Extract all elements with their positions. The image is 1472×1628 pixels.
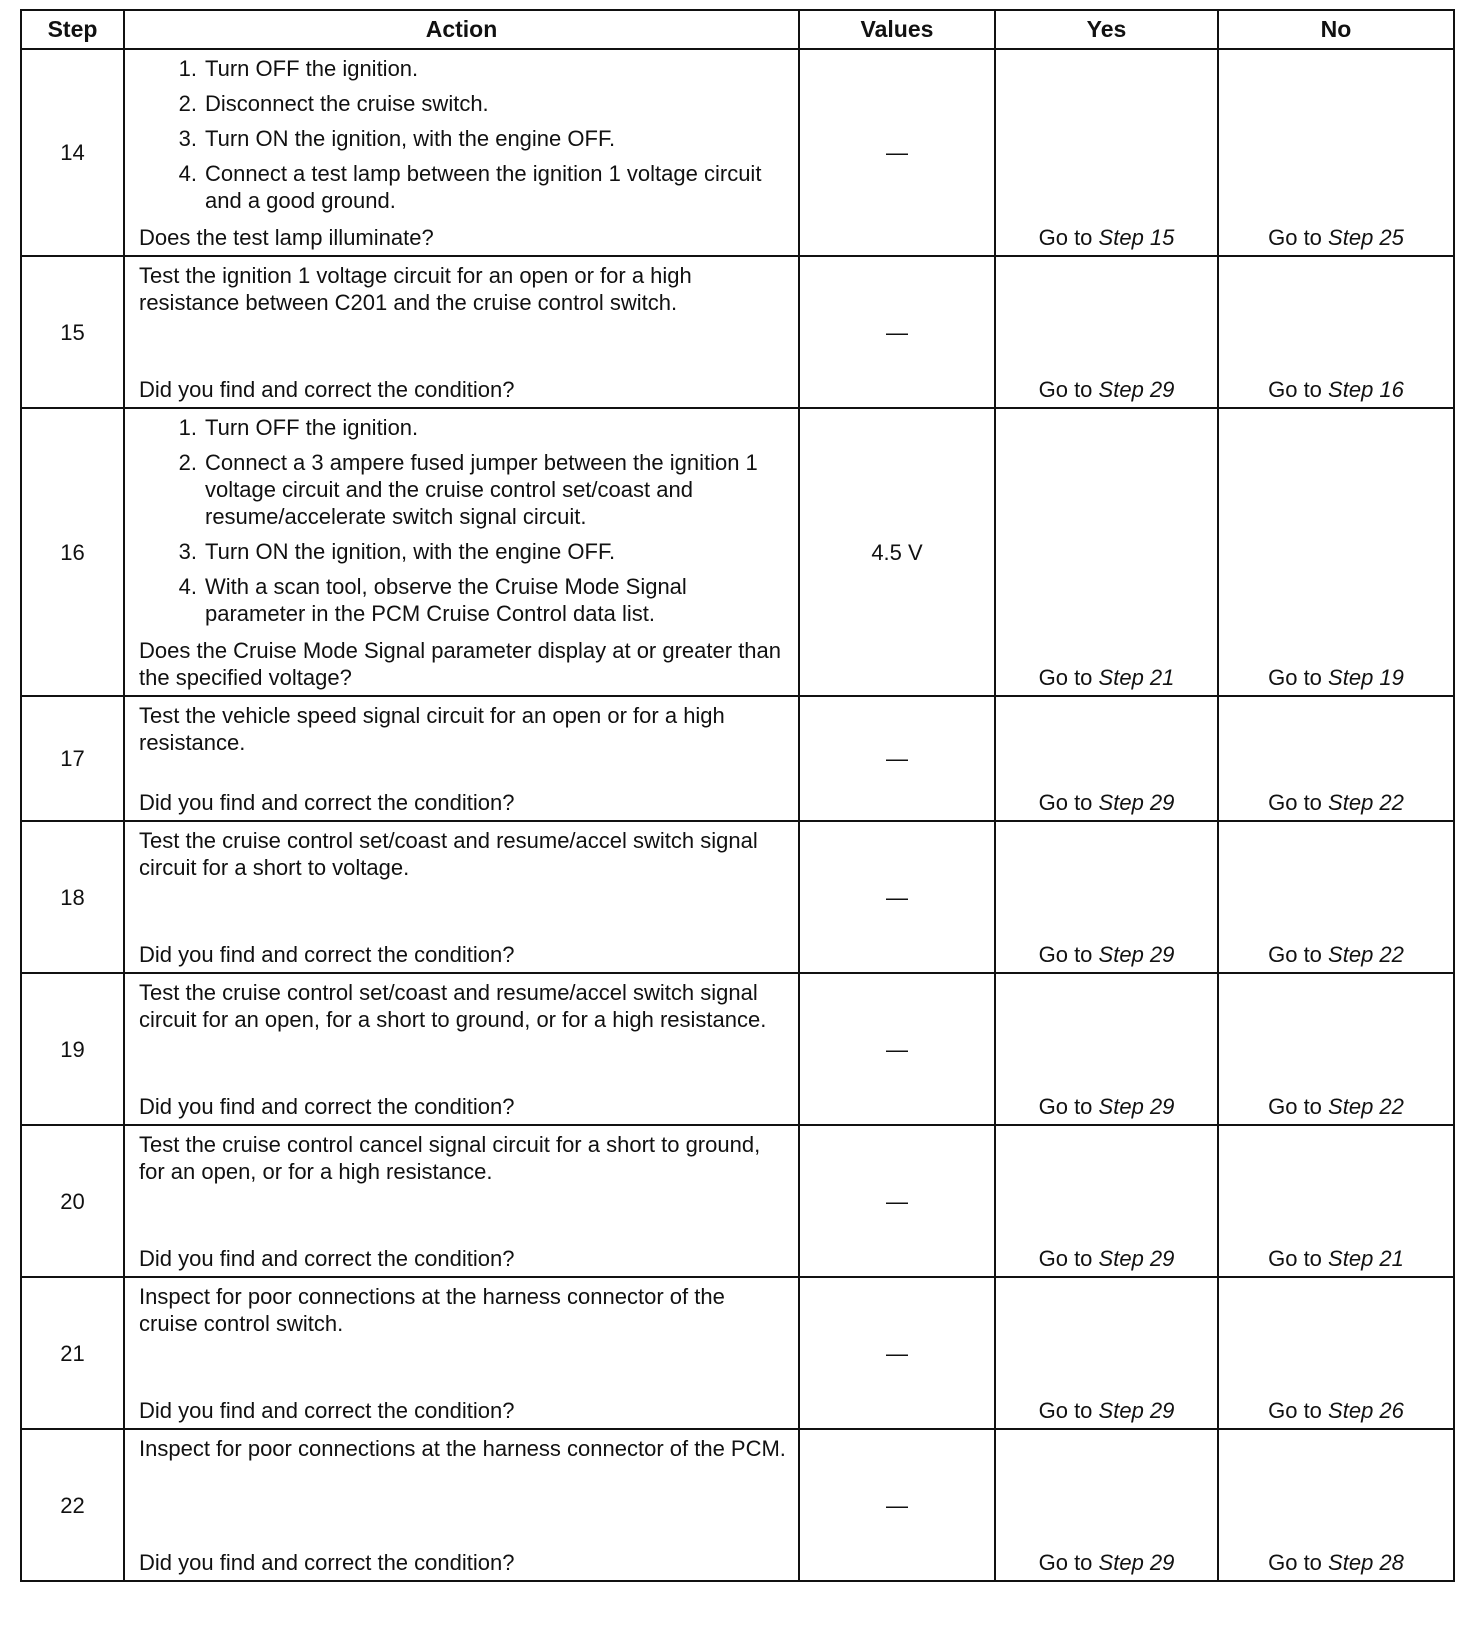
yes-cell xyxy=(995,408,1218,696)
action-question: Did you find and correct the condition? xyxy=(139,1094,515,1119)
yes-goto-prefix: Go to xyxy=(1038,942,1093,967)
action-content xyxy=(139,414,788,691)
no-cell xyxy=(1218,1277,1454,1429)
no-goto-step-link[interactable]: Step 22 xyxy=(1328,790,1404,815)
value-cell: — xyxy=(799,49,995,256)
no-goto-step-link[interactable]: Step 25 xyxy=(1328,225,1404,250)
table-row xyxy=(21,821,1454,973)
step-number: 20 xyxy=(21,1125,124,1277)
step-number: 19 xyxy=(21,973,124,1125)
step-number: 21 xyxy=(21,1277,124,1429)
table-header xyxy=(21,10,1454,49)
no-goto-prefix: Go to xyxy=(1268,1094,1322,1119)
yes-goto-prefix: Go to xyxy=(1038,1398,1093,1423)
action-content xyxy=(139,55,788,251)
action-instructions xyxy=(139,827,788,881)
value-cell: — xyxy=(799,1125,995,1277)
yes-cell xyxy=(995,49,1218,256)
table-row xyxy=(21,256,1454,408)
no-cell xyxy=(1218,696,1454,821)
action-instructions xyxy=(139,55,788,222)
table-row xyxy=(21,973,1454,1125)
action-content xyxy=(139,979,788,1120)
action-cell xyxy=(124,696,799,821)
table-row xyxy=(21,49,1454,256)
action-question: Did you find and correct the condition? xyxy=(139,1398,515,1423)
substep-list xyxy=(139,55,788,214)
no-cell xyxy=(1218,1429,1454,1581)
action-content xyxy=(139,1435,788,1576)
action-instructions xyxy=(139,414,788,635)
action-content xyxy=(139,827,788,968)
substep-item xyxy=(139,449,788,530)
value-cell: — xyxy=(799,821,995,973)
substep-text: Connect a 3 ampere fused jumper between the ignition 1 voltage circuit and the cruise control set/coast and resume/accelerate switch signal circuit. xyxy=(205,450,758,529)
yes-goto-prefix: Go to xyxy=(1038,665,1093,690)
action-cell xyxy=(124,1429,799,1581)
yes-goto-step-link[interactable]: Step 29 xyxy=(1098,790,1175,815)
substep-number: 4. xyxy=(178,574,197,599)
no-goto-step-link[interactable]: Step 26 xyxy=(1328,1398,1404,1423)
action-cell xyxy=(124,408,799,696)
yes-goto-prefix: Go to xyxy=(1038,377,1093,402)
no-cell xyxy=(1218,49,1454,256)
no-goto-prefix: Go to xyxy=(1268,1246,1322,1271)
action-content xyxy=(139,702,788,816)
value-cell: — xyxy=(799,696,995,821)
yes-cell xyxy=(995,696,1218,821)
yes-cell xyxy=(995,821,1218,973)
no-cell xyxy=(1218,256,1454,408)
action-instructions xyxy=(139,1131,788,1185)
action-cell xyxy=(124,256,799,408)
action-question: Does the test lamp illuminate? xyxy=(139,225,434,250)
action-question: Does the Cruise Mode Signal parameter display at or greater than the specified voltage? xyxy=(139,638,782,690)
no-goto-step-link[interactable]: Step 22 xyxy=(1328,1094,1404,1119)
action-cell xyxy=(124,973,799,1125)
yes-cell xyxy=(995,973,1218,1125)
substep-item xyxy=(139,125,788,152)
table-row xyxy=(21,1429,1454,1581)
substep-text: Disconnect the cruise switch. xyxy=(205,91,489,116)
diagnostic-table xyxy=(20,9,1455,1582)
yes-goto-step-link[interactable]: Step 29 xyxy=(1098,377,1175,402)
table-row xyxy=(21,408,1454,696)
action-instructions xyxy=(139,262,788,316)
header-action: Action xyxy=(124,10,799,49)
substep-item xyxy=(139,573,788,627)
action-text: Test the cruise control set/coast and resume/accel switch signal circuit for an open, for a short to ground, or for a high resistance. xyxy=(139,980,767,1032)
action-question: Did you find and correct the condition? xyxy=(139,942,515,967)
no-goto-prefix: Go to xyxy=(1268,1398,1322,1423)
yes-goto-step-link[interactable]: Step 29 xyxy=(1098,1246,1175,1271)
header-step: Step xyxy=(21,10,124,49)
substep-text: Connect a test lamp between the ignition 1 voltage circuit and a good ground. xyxy=(205,161,762,213)
yes-goto-prefix: Go to xyxy=(1038,1246,1093,1271)
substep-number: 2. xyxy=(178,91,197,116)
no-cell xyxy=(1218,973,1454,1125)
table-row xyxy=(21,1277,1454,1429)
substep-number: 2. xyxy=(178,450,197,475)
header-values: Values xyxy=(799,10,995,49)
action-text: Test the ignition 1 voltage circuit for an open or for a high resistance between C201 and the cruise control switch. xyxy=(139,263,692,315)
yes-cell xyxy=(995,1125,1218,1277)
substep-number: 1. xyxy=(178,415,197,440)
yes-goto-step-link[interactable]: Step 29 xyxy=(1098,942,1175,967)
yes-goto-step-link[interactable]: Step 21 xyxy=(1098,665,1175,690)
action-text: Inspect for poor connections at the harness connector of the cruise control switch. xyxy=(139,1284,725,1336)
no-goto-prefix: Go to xyxy=(1268,790,1322,815)
table-body xyxy=(21,49,1454,1581)
action-content xyxy=(139,1131,788,1272)
value-cell: — xyxy=(799,973,995,1125)
yes-goto-prefix: Go to xyxy=(1038,225,1093,250)
yes-goto-prefix: Go to xyxy=(1038,1094,1093,1119)
no-cell xyxy=(1218,821,1454,973)
action-content xyxy=(139,262,788,403)
substep-item xyxy=(139,160,788,214)
no-goto-prefix: Go to xyxy=(1268,1550,1322,1575)
substep-item xyxy=(139,55,788,82)
no-goto-step-link[interactable]: Step 16 xyxy=(1328,377,1404,402)
action-cell xyxy=(124,49,799,256)
value-cell: — xyxy=(799,1429,995,1581)
step-number: 16 xyxy=(21,408,124,696)
step-number: 18 xyxy=(21,821,124,973)
yes-goto-step-link[interactable]: Step 15 xyxy=(1098,225,1175,250)
action-instructions xyxy=(139,979,788,1033)
action-text: Test the vehicle speed signal circuit for an open or for a high resistance. xyxy=(139,703,725,755)
action-text: Test the cruise control set/coast and resume/accel switch signal circuit for a short to voltage. xyxy=(139,828,758,880)
substep-text: Turn OFF the ignition. xyxy=(205,415,419,440)
yes-cell xyxy=(995,1277,1218,1429)
action-cell xyxy=(124,821,799,973)
no-cell xyxy=(1218,1125,1454,1277)
action-instructions xyxy=(139,1435,788,1462)
substep-text: Turn OFF the ignition. xyxy=(205,56,419,81)
no-goto-step-link[interactable]: Step 28 xyxy=(1328,1550,1404,1575)
table-row xyxy=(21,1125,1454,1277)
no-cell xyxy=(1218,408,1454,696)
no-goto-prefix: Go to xyxy=(1268,942,1322,967)
step-number: 17 xyxy=(21,696,124,821)
substep-list xyxy=(139,414,788,627)
substep-number: 4. xyxy=(178,161,197,186)
substep-item xyxy=(139,90,788,117)
no-goto-prefix: Go to xyxy=(1268,225,1322,250)
substep-number: 3. xyxy=(178,539,197,564)
action-cell xyxy=(124,1125,799,1277)
step-number: 15 xyxy=(21,256,124,408)
yes-goto-prefix: Go to xyxy=(1038,1550,1093,1575)
no-goto-step-link[interactable]: Step 19 xyxy=(1328,665,1404,690)
action-cell xyxy=(124,1277,799,1429)
action-text: Test the cruise control cancel signal circuit for a short to ground, for an open, or for a high resistance. xyxy=(139,1132,761,1184)
action-question: Did you find and correct the condition? xyxy=(139,1550,515,1575)
yes-cell xyxy=(995,256,1218,408)
substep-number: 3. xyxy=(178,126,197,151)
header-row xyxy=(21,10,1454,49)
action-question: Did you find and correct the condition? xyxy=(139,1246,515,1271)
step-number: 14 xyxy=(21,49,124,256)
no-goto-step-link[interactable]: Step 22 xyxy=(1328,942,1404,967)
header-yes: Yes xyxy=(995,10,1218,49)
substep-text: Turn ON the ignition, with the engine OFF. xyxy=(205,539,616,564)
substep-number: 1. xyxy=(178,56,197,81)
step-number: 22 xyxy=(21,1429,124,1581)
value-cell: — xyxy=(799,256,995,408)
action-instructions xyxy=(139,702,788,756)
value-cell: — xyxy=(799,1277,995,1429)
action-text: Inspect for poor connections at the harness connector of the PCM. xyxy=(139,1436,786,1461)
yes-goto-prefix: Go to xyxy=(1038,790,1093,815)
substep-text: Turn ON the ignition, with the engine OFF. xyxy=(205,126,616,151)
yes-cell xyxy=(995,1429,1218,1581)
substep-item xyxy=(139,414,788,441)
no-goto-step-link[interactable]: Step 21 xyxy=(1328,1246,1404,1271)
substep-text: With a scan tool, observe the Cruise Mode Signal parameter in the PCM Cruise Control data list. xyxy=(205,574,687,626)
action-content xyxy=(139,1283,788,1424)
action-instructions xyxy=(139,1283,788,1337)
no-goto-prefix: Go to xyxy=(1268,377,1322,402)
no-goto-prefix: Go to xyxy=(1268,665,1322,690)
action-question: Did you find and correct the condition? xyxy=(139,377,515,402)
action-question: Did you find and correct the condition? xyxy=(139,790,515,815)
yes-goto-step-link[interactable]: Step 29 xyxy=(1098,1398,1175,1423)
yes-goto-step-link[interactable]: Step 29 xyxy=(1098,1094,1175,1119)
value-cell: 4.5 V xyxy=(799,408,995,696)
header-no: No xyxy=(1218,10,1454,49)
substep-item xyxy=(139,538,788,565)
yes-goto-step-link[interactable]: Step 29 xyxy=(1098,1550,1175,1575)
table-row xyxy=(21,696,1454,821)
